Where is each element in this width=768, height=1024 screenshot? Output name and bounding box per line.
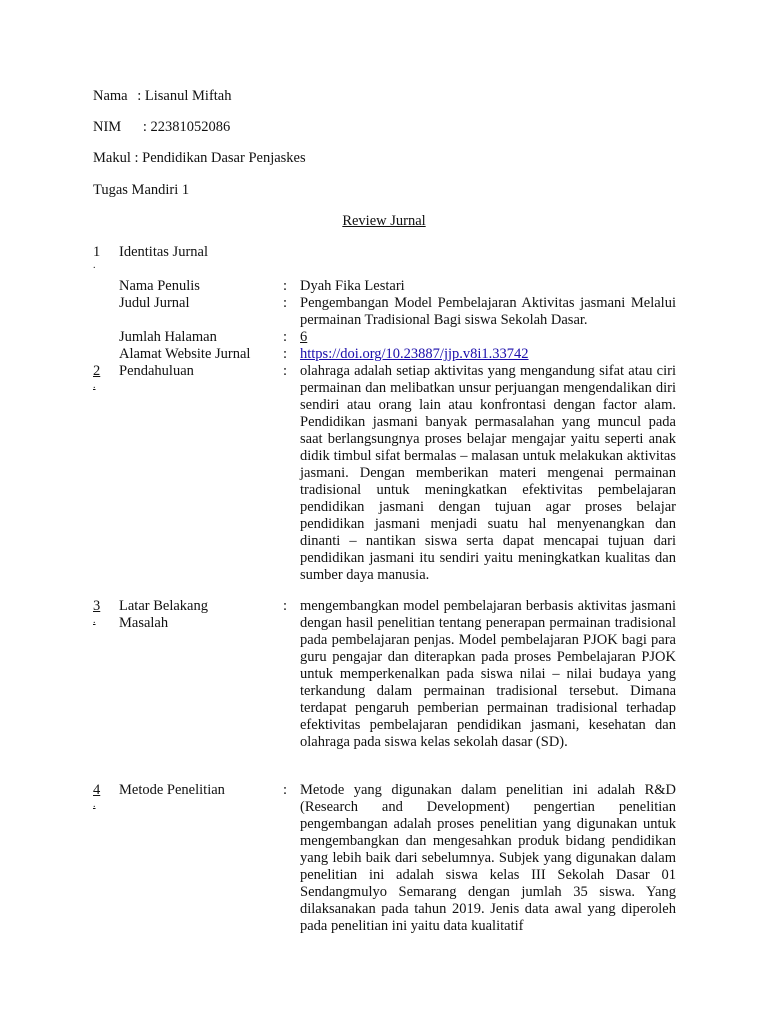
makul-colon: : xyxy=(134,150,139,166)
nama-colon: : xyxy=(137,88,142,104)
section-1-dot: . xyxy=(93,260,96,271)
makul-value: Pendidikan Dasar Penjaskes xyxy=(142,150,306,166)
section-2-dot: . xyxy=(93,380,96,391)
section-1-number xyxy=(93,244,111,271)
section-2-label: Pendahuluan xyxy=(119,363,194,379)
website-colon: : xyxy=(283,346,288,362)
section-3-number xyxy=(93,598,111,627)
penulis-colon: : xyxy=(283,278,288,294)
halaman-colon: : xyxy=(283,329,288,345)
section-1-number-text: 1 xyxy=(93,244,101,260)
nama-value: Lisanul Miftah xyxy=(144,88,232,104)
judul-label: Judul Jurnal xyxy=(119,295,190,311)
nim-line xyxy=(93,119,230,136)
section-2-number-text: 2 xyxy=(93,363,101,379)
website-value xyxy=(300,346,529,363)
latar-belakang-text: mengembangkan model pembelajaran berbasis aktivitas jasmani dengan hasil penelitian tentang penerapan permainan tradisional pada pembelajaran penjas. Model pembelajaran PJOK bagi para guru pengajar dan diterapkan pada proses Pembelajaran PJOK untuk memperkenalkan pada siswa nilai – nilai budaya yang terkandung dalam permainan tradisional tersebut. Dimana terdapat pengaruh pemberian permainan tradisional terhadap efektivitas pembelajaran pendidikan jasmani, kesehatan dan olahraga pada siswa kelas sekolah dasar (SD). xyxy=(300,598,676,750)
section-3-dot: . xyxy=(93,615,96,626)
penulis-label: Nama Penulis xyxy=(119,278,200,294)
penulis-value: Dyah Fika Lestari xyxy=(300,278,405,294)
nim-label: NIM xyxy=(93,119,122,135)
halaman-label: Jumlah Halaman xyxy=(119,329,217,345)
section-3-number-text: 3 xyxy=(93,598,101,614)
nim-value: 22381052086 xyxy=(150,119,231,135)
makul-line xyxy=(93,150,306,167)
section-4-dot: . xyxy=(93,799,96,810)
pendahuluan-text: olahraga adalah setiap aktivitas yang mengandung sifat atau ciri permainan dan melibatkan unsur perjuangan mengendalikan diri sendiri atau orang lain atau konfrontasi dengan factor alam. Pendidikan jasmani banyak permasalahan yang muncul pada saat berlangsungnya proses belajar mengajar yaitu seperti anak didik timbul sifat bermalas – malasan untuk melakukan aktivitas jasmani. Dengan memberikan materi mengenai permainan tradisional untuk meningkatkan efektivitas pembelajaran pendidikan jasmani dengan tujuan agar proses belajar pendidikan jasmani menjadi suatu hal menyenangkan dan dinanti – nantikan siswa serta dapat mencapai tujuan dari pendidikan jasmani itu sendiri yaitu meningkatkan kualitas dan sumber daya manusia. xyxy=(300,363,676,583)
page-title: Review Jurnal xyxy=(342,213,426,229)
judul-value: Pengembangan Model Pembelajaran Aktivitas jasmani Melalui permainan Tradisional Bagi siswa Sekolah Dasar. xyxy=(300,295,676,328)
section-3-label-line1: Latar Belakang xyxy=(119,598,208,614)
section-1-label: Identitas Jurnal xyxy=(119,244,208,260)
section-4-label: Metode Penelitian xyxy=(119,782,225,798)
section-2-colon: : xyxy=(283,363,288,379)
nama-label: Nama xyxy=(93,88,128,104)
section-3-colon: : xyxy=(283,598,288,614)
nama-line xyxy=(93,88,232,105)
section-2-number xyxy=(93,363,111,392)
metode-text: Metode yang digunakan dalam penelitian ini adalah R&D (Research and Development) pengertian penelitian pengembangan adalah proses penelitian yang digunakan untuk mengembangkan dan mengesahkan produk bidang pendidikan yang lebih baik dari sebelumnya. Subjek yang digunakan dalam penelitian ini adalah siswa kelas III Sekolah Dasar 01 Sendangmulyo Semarang dengan jumlah 35 siswa. Yang dilaksanakan pada tahun 2019. Jenis data awal yang diperoleh pada penelitian ini yaitu data kualitatif xyxy=(300,782,676,934)
website-link[interactable]: https://doi.org/10.23887/jjp.v8i1.33742 xyxy=(300,346,529,362)
judul-colon: : xyxy=(283,295,288,311)
tugas-line: Tugas Mandiri 1 xyxy=(93,182,190,198)
section-3-label-line2: Masalah xyxy=(119,615,169,631)
nim-colon: : xyxy=(142,119,147,135)
website-label: Alamat Website Jurnal xyxy=(119,346,251,362)
makul-label: Makul xyxy=(93,150,131,166)
section-4-colon: : xyxy=(283,782,288,798)
section-4-number-text: 4 xyxy=(93,782,101,798)
halaman-value: 6 xyxy=(300,329,308,345)
section-4-number xyxy=(93,782,111,811)
